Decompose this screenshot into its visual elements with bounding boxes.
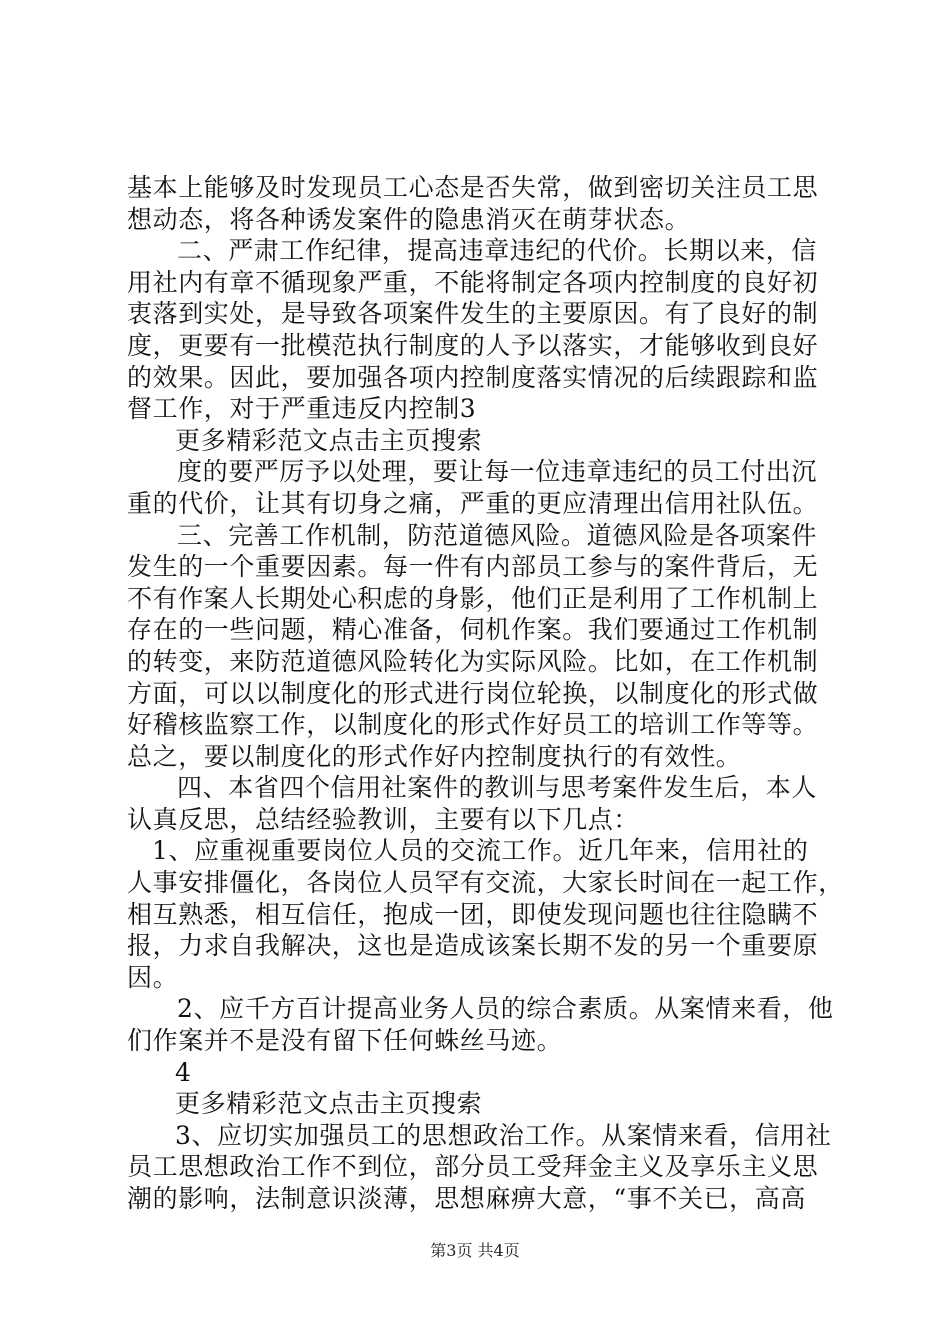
text-line: 总之，要以制度化的形式作好内控制度执行的有效性。: [127, 741, 742, 771]
text-line: 督工作，对于严重违反内控制3: [127, 394, 477, 424]
text-line: 度，更要有一批模范执行制度的人予以落实，才能够收到良好: [127, 330, 819, 360]
text-line: 员工思想政治工作不到位，部分员工受拜金主义及享乐主义思: [127, 1152, 819, 1182]
text-line: 相互熟悉，相互信任，抱成一团，即使发现问题也往往隐瞒不: [127, 899, 819, 929]
text-line: 们作案并不是没有留下任何蛛丝马迹。: [127, 1026, 563, 1056]
text-line: 因。: [127, 962, 179, 992]
page-number-inline: 4: [175, 1057, 192, 1087]
text-line: 3、应切实加强员工的思想政治工作。从案情来看，信用社: [175, 1120, 832, 1150]
text-line: 二、严肃工作纪律，提高违章违纪的代价。长期以来，信: [177, 236, 818, 266]
text-line: 的效果。因此，要加强各项内控制度落实情况的后续跟踪和监: [127, 362, 819, 392]
text-line: 好稽核监察工作，以制度化的形式作好员工的培训工作等等。: [127, 710, 819, 740]
text-line: 1、应重视重要岗位人员的交流工作。近几年来，信用社的: [152, 836, 809, 866]
text-line: 想动态，将各种诱发案件的隐患消灭在萌芽状态。: [127, 204, 691, 234]
text-line: 方面，可以以制度化的形式进行岗位轮换，以制度化的形式做: [127, 678, 819, 708]
document-body: [127, 172, 844, 1215]
text-line: 不有作案人长期处心积虑的身影，他们正是利用了工作机制上: [127, 583, 819, 613]
promo-line: 更多精彩范文点击主页搜索: [175, 425, 483, 455]
text-line: 认真反思，总结经验教训，主要有以下几点：: [127, 804, 640, 834]
text-line: 报，力求自我解决，这也是造成该案长期不发的另一个重要原: [127, 931, 819, 961]
text-line: 存在的一些问题，精心准备，伺机作案。我们要通过工作机制: [127, 615, 819, 645]
text-line: 衷落到实处，是导致各项案件发生的主要原因。有了良好的制: [127, 299, 819, 329]
text-line: 度的要严厉予以处理，要让每一位违章违纪的员工付出沉: [177, 457, 818, 487]
text-line: 潮的影响，法制意识淡薄，思想麻痹大意，“事不关已，高高: [127, 1184, 806, 1213]
text-line: 人事安排僵化，各岗位人员罕有交流，大家长时间在一起工作，: [127, 868, 844, 898]
text-line: 2、应千方百计提高业务人员的综合素质。从案情来看，他: [177, 994, 834, 1024]
text-line: 三、完善工作机制，防范道德风险。道德风险是各项案件: [177, 520, 818, 550]
promo-line: 更多精彩范文点击主页搜索: [175, 1089, 483, 1119]
text-line: 用社内有章不循现象严重，不能将制定各项内控制度的良好初: [127, 267, 819, 297]
page-footer: 第3页 共4页: [430, 1241, 520, 1260]
text-line: 重的代价，让其有切身之痛，严重的更应清理出信用社队伍。: [127, 488, 819, 518]
text-line: 发生的一个重要因素。每一件有内部员工参与的案件背后，无: [127, 552, 819, 582]
text-line: 基本上能够及时发现员工心态是否失常，做到密切关注员工思: [127, 173, 819, 202]
text-line: 四、本省四个信用社案件的教训与思考案件发生后，本人: [177, 773, 818, 803]
text-line: 的转变，来防范道德风险转化为实际风险。比如，在工作机制: [127, 646, 819, 676]
